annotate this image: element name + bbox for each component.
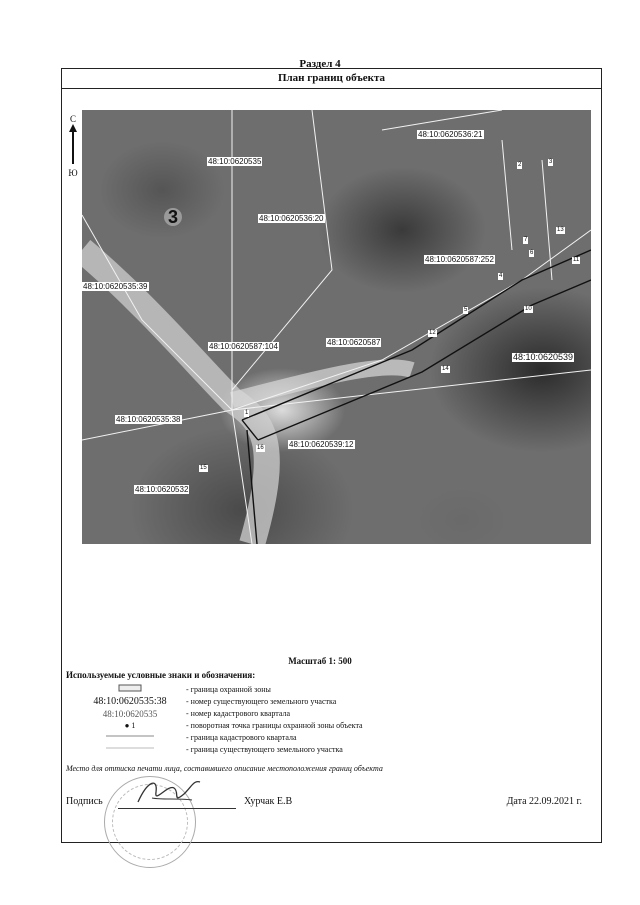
- plan-title: План границ объекта: [61, 68, 602, 89]
- compass-south: Ю: [68, 168, 78, 178]
- turning-point: 13: [557, 227, 564, 233]
- parcel-number-symbol: 48:10:0620535:38: [93, 696, 167, 707]
- turning-point-symbol: ● 1: [124, 721, 136, 730]
- north-arrow-icon: [68, 124, 78, 166]
- turning-point: 12: [429, 330, 436, 336]
- quarter-boundary-symbol: [80, 732, 180, 744]
- parcel-label: 48:10:0620535:39: [83, 282, 148, 291]
- turning-point: 2: [518, 162, 522, 168]
- parcel-label: 48:10:0620536:20: [259, 214, 324, 223]
- signature-row: [66, 796, 592, 810]
- turning-point: 11: [573, 257, 580, 263]
- turning-point: 3: [549, 159, 553, 165]
- legend-text: - граница кадастрового квартала: [186, 733, 297, 742]
- signer-name: Хурчак Е.В: [244, 796, 293, 807]
- compass-north: С: [69, 114, 76, 124]
- legend-text: - граница охранной зоны: [186, 685, 271, 694]
- map-image: [82, 110, 591, 544]
- map-lines: [82, 110, 591, 544]
- parcel-label: 48:10:0620535:38: [116, 415, 181, 424]
- turning-point: 4: [499, 273, 503, 279]
- quarter-label: 48:10:0620539: [513, 352, 574, 362]
- document-date: Дата 22.09.2021 г.: [506, 796, 582, 807]
- parcel-label: 48:10:0620539:12: [289, 440, 354, 449]
- turning-point: 10: [525, 306, 532, 312]
- legend-text: - граница существующего земельного участка: [186, 745, 343, 754]
- protection-zone-symbol: [80, 684, 180, 696]
- parcel-label: 48:10:0620587:252: [425, 255, 494, 264]
- handwritten-signature: [134, 774, 204, 810]
- quarter-label: 48:10:0620532: [135, 485, 189, 494]
- turning-point: 1: [245, 410, 249, 416]
- quarter-number-symbol: 48:10:0620535: [102, 709, 158, 719]
- legend-text: - поворотная точка границы охранной зоны объекта: [186, 721, 363, 730]
- legend-title: Используемые условные знаки и обозначения:: [66, 670, 256, 680]
- legend-text: - номер существующего земельного участка: [186, 697, 337, 706]
- turning-point: 7: [524, 237, 528, 243]
- quarter-marker: 3: [164, 208, 182, 226]
- turning-point: 15: [200, 465, 207, 471]
- stamp-place-note: Место для оттиска печати лица, составившего описание местоположения границ объекта: [66, 764, 383, 773]
- quarter-label: 48:10:0620587: [327, 338, 381, 347]
- dot-icon: ●: [124, 721, 130, 730]
- legend-text: - номер кадастрового квартала: [186, 709, 291, 718]
- section-title: Раздел 4: [299, 58, 341, 70]
- turning-point: 14: [442, 366, 449, 372]
- turning-point: 5: [464, 307, 468, 313]
- quarter-label: 48:10:0620535: [208, 157, 262, 166]
- turning-point: 16: [257, 445, 264, 451]
- parcel-label: 48:10:0620587:104: [209, 342, 278, 351]
- turning-point: 6: [530, 250, 534, 256]
- compass: [66, 114, 80, 178]
- map-scale: Масштаб 1: 500: [288, 656, 352, 666]
- parcel-boundary-symbol: [80, 744, 180, 756]
- parcel-label: 48:10:0620536:21: [418, 130, 483, 139]
- signature-label: Подпись: [66, 796, 103, 807]
